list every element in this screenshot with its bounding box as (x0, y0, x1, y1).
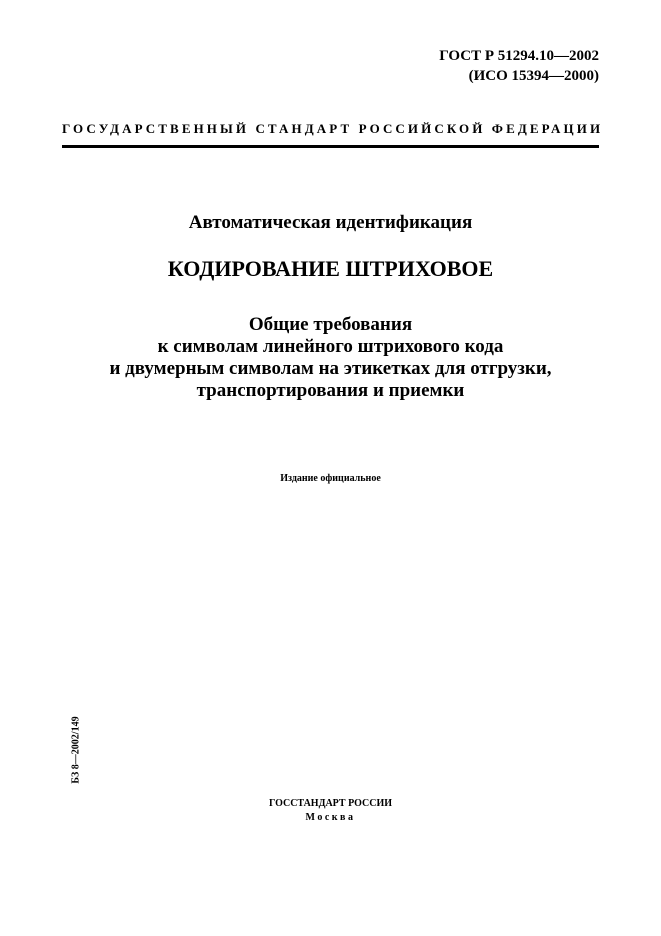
banner-rule (62, 145, 599, 148)
gost-number: ГОСТ Р 51294.10—2002 (439, 48, 599, 64)
publisher-block (62, 797, 599, 825)
publisher-name: ГОССТАНДАРТ РОССИИ (268, 798, 393, 809)
gost-designation (439, 46, 599, 86)
title-secondary: КОДИРОВАНИЕ ШТРИХОВОЕ (167, 256, 494, 281)
iso-number: (ИСО 15394—2000) (468, 68, 599, 84)
title-main: Автоматическая идентификация (188, 212, 473, 233)
subtitle (62, 314, 599, 402)
subtitle-line: к символам линейного штрихового кода (157, 336, 504, 357)
subtitle-line: и двумерным символам на этикетках для отгрузки, (109, 358, 552, 379)
subtitle-line: транспортирования и приемки (196, 380, 465, 401)
edition-label: Издание официальное (280, 473, 381, 484)
subtitle-line: Общие требования (248, 314, 413, 335)
publisher-city: Москва (305, 812, 356, 823)
standard-banner: ГОСУДАРСТВЕННЫЙ СТАНДАРТ РОССИЙСКОЙ ФЕДЕРАЦИИ (62, 121, 604, 136)
catalog-code: БЗ 8—2002/149 (70, 716, 82, 784)
